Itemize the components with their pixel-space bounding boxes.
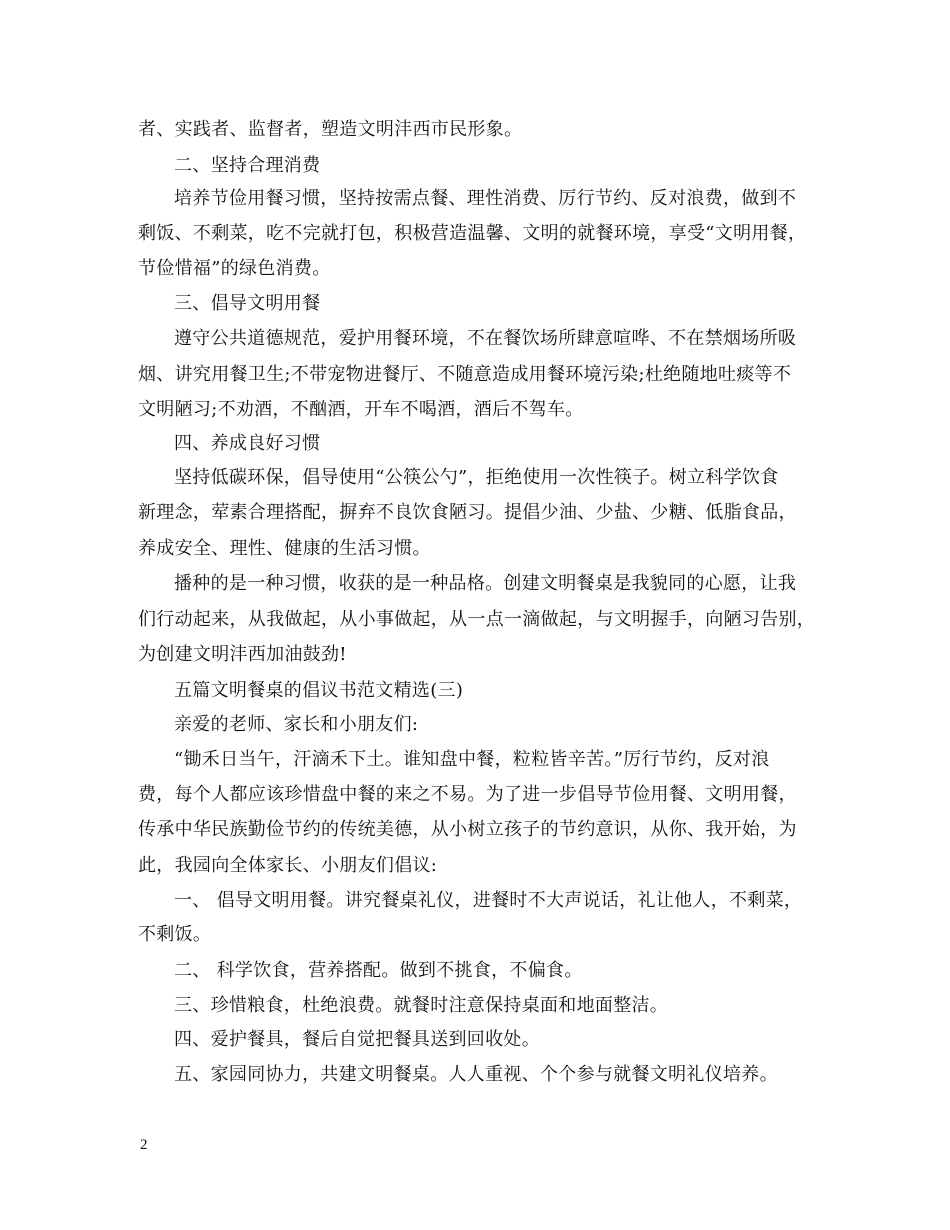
section-heading: 三、倡导文明用餐 [174,293,321,314]
list-item: 四、爱护餐具，餐后自觉把餐具送到回收处。 [174,1029,540,1050]
article-title: 五篇文明餐桌的倡议书范文精选(三) [174,680,464,701]
text-line: 不剩饭。 [138,924,212,945]
salutation: 亲爱的老师、家长和小朋友们: [174,714,419,735]
text-line: 培养节俭用餐习惯，坚持按需点餐、理性消费、厉行节约、反对浪费，做到不 [174,188,797,209]
section-heading: 四、养成良好习惯 [174,433,321,454]
text-line: 新理念，荤素合理搭配，摒弃不良饮食陋习。提倡少油、少盐、少糖、低脂食品， [138,502,797,523]
text-line: 费，每个人都应该珍惜盘中餐的来之不易。为了进一步倡导节俭用餐、文明用餐， [138,784,797,805]
list-item: 三、珍惜粮食，杜绝浪费。就餐时注意保持桌面和地面整洁。 [174,995,669,1016]
text-line: 者、实践者、监督者，塑造文明沣西市民形象。 [138,119,523,140]
list-item: 二、 科学饮食，营养搭配。做到不挑食，不偏食。 [174,960,583,981]
text-line: 们行动起来，从我做起，从小事做起，从一点一滴做起，与文明握手，向陋习告别， [138,609,816,630]
list-item: 一、 倡导文明用餐。讲究餐桌礼仪，进餐时不大声说话，礼让他人，不剩菜， [174,890,803,911]
page-number: 2 [140,1137,148,1153]
text-line: 烟、讲究用餐卫生;不带宠物进餐厅、不随意造成用餐环境污染;杜绝随地吐痰等不 [138,364,792,385]
text-line: 节俭惜福”的绿色消费。 [138,258,331,279]
text-line: 坚持低碳环保，倡导使用“公筷公勺”，拒绝使用一次性筷子。树立科学饮食 [174,467,779,488]
text-line: 传承中华民族勤俭节约的传统美德，从小树立孩子的节约意识，从你、我开始，为 [138,819,797,840]
text-line: 播种的是一种习惯，收获的是一种品格。创建文明餐桌是我貌同的心愿，让我 [174,573,797,594]
section-heading: 二、坚持合理消费 [174,155,321,176]
text-line: 养成安全、理性、健康的生活习惯。 [138,538,431,559]
text-line: 遵守公共道德规范，爱护用餐环境，不在餐饮场所肆意喧哗、不在禁烟场所吸 [174,328,797,349]
text-line: 剩饭、不剩菜，吃不完就打包，积极营造温馨、文明的就餐环境，享受“文明用餐， [138,223,807,244]
text-line: 为创建文明沣西加油鼓劲! [138,644,347,665]
text-line: 此，我园向全体家长、小朋友们倡议: [138,855,438,876]
text-line: “锄禾日当午，汗滴禾下土。谁知盘中餐，粒粒皆辛苦。”厉行节约，反对浪 [174,749,770,770]
text-line: 文明陋习;不劝酒，不酗酒，开车不喝酒，酒后不驾车。 [138,399,584,420]
list-item: 五、家园同协力，共建文明餐桌。人人重视、个个参与就餐文明礼仪培养。 [174,1064,778,1085]
